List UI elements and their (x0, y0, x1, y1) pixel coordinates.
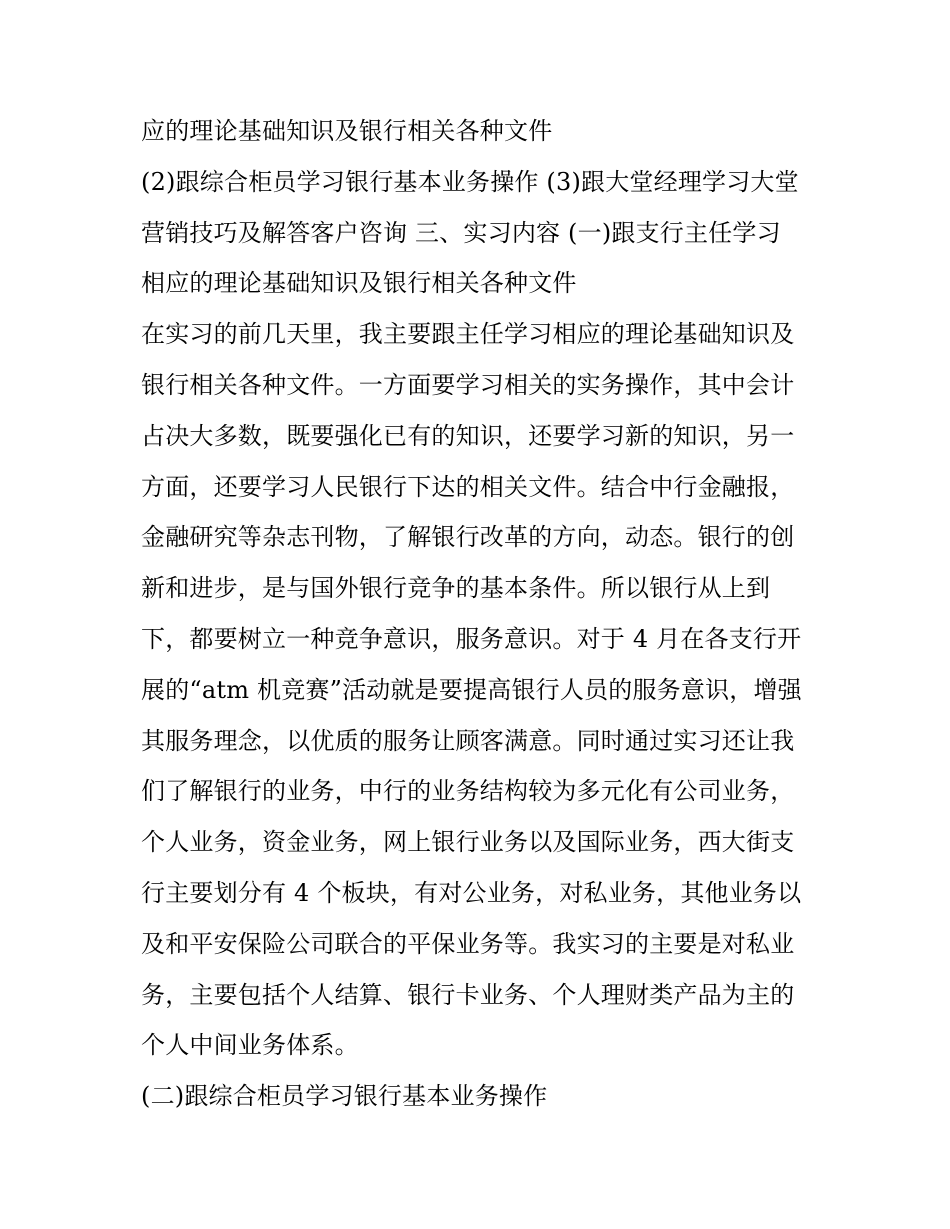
text-line: 应的理论基础知识及银行相关各种文件 (141, 117, 553, 145)
text-line: 展的“atm 机竞赛”活动就是要提高银行人员的服务意识，增强 (141, 675, 802, 704)
text-line: 及和平安保险公司联合的平保业务等。我实习的主要是对私业 (141, 929, 795, 958)
text-line: 个人中间业务体系。 (141, 1031, 359, 1060)
text-line: 新和进步，是与国外银行竞争的基本条件。所以银行从上到 (141, 574, 771, 603)
text-line: 相应的理论基础知识及银行相关各种文件 (141, 269, 577, 298)
text-line: 其服务理念，以优质的服务让顾客满意。同时通过实习还让我 (141, 726, 795, 755)
text-line: 行主要划分有 4 个板块，有对公业务，对私业务，其他业务以 (141, 878, 802, 907)
text-line: 务，主要包括个人结算、银行卡业务、个人理财类产品为主的 (141, 980, 795, 1009)
text-line: 个人业务，资金业务，网上银行业务以及国际业务，西大街支 (141, 828, 795, 857)
document-body (141, 106, 821, 1122)
text-line: 银行相关各种文件。一方面要学习相关的实务操作，其中会计 (141, 370, 795, 399)
section-heading: (二)跟综合柜员学习银行基本业务操作 (141, 1082, 548, 1111)
text-line: 们了解银行的业务，中行的业务结构较为多元化有公司业务， (141, 777, 795, 806)
text-line: 占决大多数，既要强化已有的知识，还要学习新的知识，另一 (141, 421, 795, 450)
text-line: 在实习的前几天里，我主要跟主任学习相应的理论基础知识及 (141, 320, 795, 349)
text-line: (2)跟综合柜员学习银行基本业务操作 (3)跟大堂经理学习大堂 (141, 167, 799, 196)
text-line: 金融研究等杂志刊物，了解银行改革的方向，动态。银行的创 (141, 523, 795, 552)
text-line: 方面，还要学习人民银行下达的相关文件。结合中行金融报， (141, 472, 795, 501)
text-line: 下，都要树立一种竞争意识，服务意识。对于 4 月在各支行开 (141, 624, 802, 653)
text-line: 营销技巧及解答客户咨询 三、实习内容 (一)跟支行主任学习 (141, 218, 781, 247)
